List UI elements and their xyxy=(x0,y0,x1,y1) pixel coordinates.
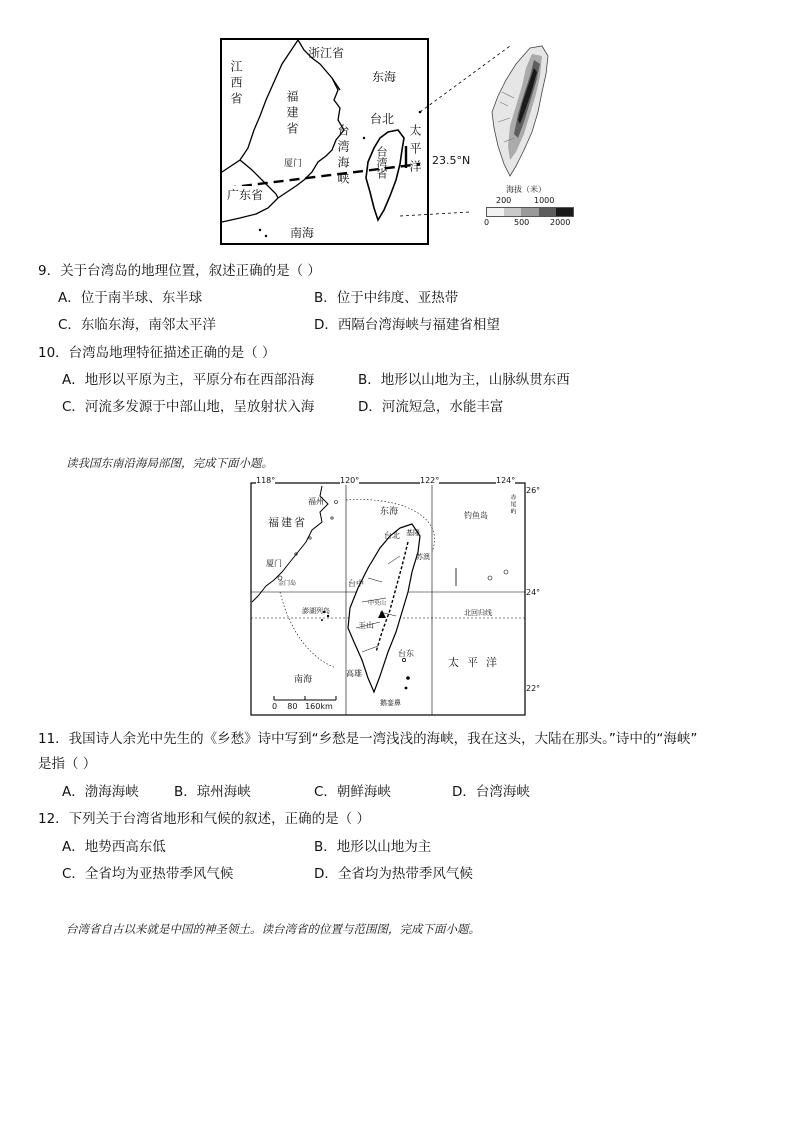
q9-option-a[interactable]: A．位于南半球、东半球 xyxy=(58,290,203,306)
q9-option-b[interactable]: B．位于中纬度、亚热带 xyxy=(314,290,459,306)
map2-label-taidong: 台东 xyxy=(398,649,414,658)
q10-option-d[interactable]: D．河流短急，水能丰富 xyxy=(358,399,504,415)
q10-option-b[interactable]: B．地形以山地为主，山脉纵贯东西 xyxy=(358,372,570,388)
intro-southeast-coast: 读我国东南沿海局部图，完成下面小题。 xyxy=(66,456,273,470)
map2-lat-24: 24° xyxy=(526,588,541,597)
map2-label-jinmen: 金门岛 xyxy=(278,580,297,587)
map2-label-jilong: 基隆 xyxy=(406,529,420,537)
q11-option-d[interactable]: D．台湾海峡 xyxy=(452,784,530,800)
map2-label-yushan: 玉山 xyxy=(358,621,374,630)
q10-stem: 10．台湾岛地理特征描述正确的是（ ） xyxy=(38,345,276,361)
map2-label-eluanbi: 鹅銮鼻 xyxy=(380,699,401,707)
map1-label-taibei: 台北 xyxy=(370,112,395,126)
legend-swatch xyxy=(487,208,504,216)
map2-label-penghu: 澎湖列岛 xyxy=(302,607,330,615)
q11-stem-line2: 是指（ ） xyxy=(38,756,97,772)
q12-option-c[interactable]: C．全省均为亚热带季风气候 xyxy=(62,866,234,882)
map1-label-guangdong: 广东省 xyxy=(227,188,264,202)
legend-tick-2000: 2000 xyxy=(550,218,571,227)
legend-tick-500: 500 xyxy=(514,218,530,227)
map2-label-tropic: 北回归线 xyxy=(464,609,492,617)
map2-lon-124: 124° xyxy=(496,476,516,485)
map2-lon-120: 120° xyxy=(340,476,360,485)
legend-tick-1000: 1000 xyxy=(534,196,555,205)
q12-option-b[interactable]: B．地形以山地为主 xyxy=(314,839,432,855)
q10-option-c[interactable]: C．河流多发源于中部山地，呈放射状入海 xyxy=(62,399,315,415)
map2-label-taizhong: 台中 xyxy=(348,579,364,588)
q9-option-c[interactable]: C．东临东海，南邻太平洋 xyxy=(58,317,216,333)
map2-lat-26: 26° xyxy=(526,486,541,495)
q9-stem: 9．关于台湾岛的地理位置，叙述正确的是（ ） xyxy=(38,263,321,279)
map1-label-donghai: 东海 xyxy=(372,70,397,84)
map2-lon-118: 118° xyxy=(256,476,276,485)
legend-swatch xyxy=(504,208,521,216)
map2-label-nanhai: 南海 xyxy=(294,675,313,685)
legend-tick-200: 200 xyxy=(496,196,512,205)
q11-stem-line1: 11．我国诗人余光中先生的《乡愁》诗中写到“乡愁是一湾浅浅的海峡，我在这头，大陆在那头。”诗中的“海峡” xyxy=(38,731,698,747)
map2-label-taibei: 台北 xyxy=(384,531,400,540)
southeast-coast-map xyxy=(250,476,541,716)
q12-option-d[interactable]: D．全省均为热带季风气候 xyxy=(314,866,473,882)
map2-label-fuzhou: 福州 xyxy=(308,497,324,506)
map1-label-strait: 台湾海峡 xyxy=(336,124,350,188)
map2-label-pacific: 太平洋 xyxy=(448,656,505,669)
map2-label-donghai: 东海 xyxy=(380,507,399,517)
map2-label-chiwei: 赤尾屿 xyxy=(509,494,516,515)
map1-label-fujian: 福建省 xyxy=(285,90,299,138)
map2-label-diaoyu: 钓鱼岛 xyxy=(464,511,488,520)
legend-tick-0: 0 xyxy=(484,218,490,227)
map2-label-zhongyang: 中央山 xyxy=(368,600,387,607)
map1-label-latitude: 23.5°N xyxy=(432,154,471,167)
taiwan-location-map xyxy=(220,38,430,246)
q12-option-a[interactable]: A．地势西高东低 xyxy=(62,839,166,855)
q11-option-b[interactable]: B．琼州海峡 xyxy=(174,784,251,800)
taiwan-location-map-lines xyxy=(220,38,430,246)
map1-label-jiangxi: 江西省 xyxy=(229,60,243,108)
map2-label-xiamen: 厦门 xyxy=(266,559,282,568)
legend-title: 海拔（米） xyxy=(506,185,546,194)
q9-option-d[interactable]: D．西隔台湾海峡与福建省相望 xyxy=(314,317,500,333)
map2-label-gaoxiong: 高雄 xyxy=(346,669,362,678)
map1-label-xiamen: 厦门 xyxy=(284,159,303,169)
q11-option-a[interactable]: A．渤海海峡 xyxy=(62,784,139,800)
map1-label-nanhai: 南海 xyxy=(290,226,315,240)
map2-scale-label: 0 80 160km xyxy=(272,702,333,711)
map1-label-pacific: 太平洋 xyxy=(408,124,422,178)
map2-label-fujian: 福建省 xyxy=(268,516,307,529)
map1-label-zhejiang: 浙江省 xyxy=(308,46,345,60)
taiwan-relief-inset xyxy=(474,42,564,182)
map1-label-taiwan-prov: 台湾省 xyxy=(375,146,388,179)
legend-swatch xyxy=(539,208,556,216)
map2-lat-22: 22° xyxy=(526,684,541,693)
q10-option-a[interactable]: A．地形以平原为主，平原分布在西部沿海 xyxy=(62,372,315,388)
map2-label-suao: 苏澳 xyxy=(416,553,430,561)
legend-swatch xyxy=(521,208,538,216)
q12-stem: 12．下列关于台湾省地形和气候的叙述，正确的是（ ） xyxy=(38,811,370,827)
q11-option-c[interactable]: C．朝鲜海峡 xyxy=(314,784,391,800)
intro-taiwan-territory: 台湾省自古以来就是中国的神圣领土。读台湾省的位置与范围图，完成下面小题。 xyxy=(66,922,480,936)
map2-lon-122: 122° xyxy=(420,476,440,485)
legend-color-bar xyxy=(486,207,574,217)
elevation-legend xyxy=(484,184,574,228)
legend-swatch xyxy=(556,208,573,216)
